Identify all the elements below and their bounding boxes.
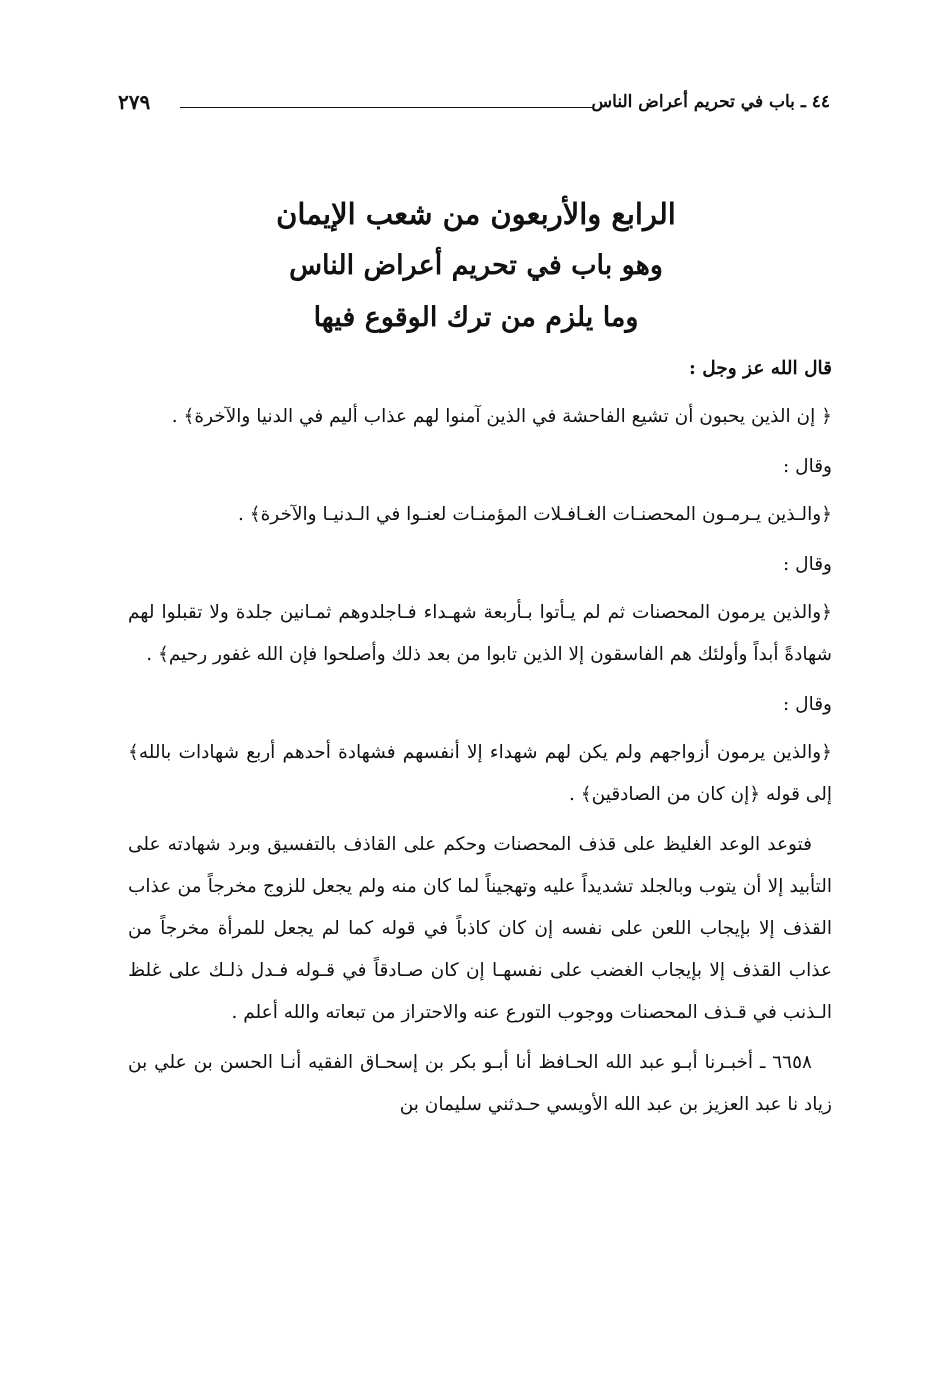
page-number: ٢٧٩ — [118, 90, 151, 114]
hadith-6658: ٦٦٥٨ ـ أخبـرنا أبـو عبد الله الحـافظ أنا أبـو بكر بن إسحـاق الفقيه أنـا الحسن بن علي بن زياد نا عبد العزيز بن عبد الله الأويسي حـدثني سليمان بن — [128, 1052, 832, 1115]
quran-verse-4: ﴿والذين يرمون أزواجهم ولم يكن لهم شهداء إلا أنفسهم فشهادة أحدهم أربع شهادات بالله﴾ إلى قوله ﴿إن كان من الصادقين﴾ . — [128, 742, 832, 805]
and-he-said-3: وقال : — [783, 694, 832, 715]
chapter-title-line-3: وما يلزم من ترك الوقوع فيها — [313, 302, 639, 333]
body-text — [128, 348, 832, 1126]
page-header — [118, 92, 830, 120]
quran-verse-3: ﴿والذين يرمون المحصنات ثم لم يـأتوا بـأربعة شهـداء فـاجلدوهم ثمـانين جلدة ولا تقبلوا لهم شهادةً أبداً وأولئك هم الفاسقون إلا الذين تابوا من بعد ذلك وأصلحوا فإن الله غفور رحيم﴾ . — [128, 602, 832, 665]
header-rule — [180, 107, 592, 108]
quran-verse-2: ﴿والـذين يـرمـون المحصنـات الغـافـلات المؤمنـات لعنـوا في الـدنيـا والآخرة﴾ . — [238, 504, 832, 525]
and-he-said-2: وقال : — [783, 554, 832, 575]
commentary-paragraph: فتوعد الوعد الغليظ على قذف المحصنات وحكم على القاذف بالتفسيق وبرد شهادته على التأبيد إلا أن يتوب وبالجلد تشديداً عليه وتهجيناً لما كان منه ولم يجعل للزوج مخرجاً من عذاب القذف إلا بإيجاب اللعن على نفسه إن كان كاذباً في قوله كما لم يجعل للمرأة مخرجاً من عذاب القذف إلا بإيجاب الغضب على نفسهـا إن كان صـادقاً في قـوله فـدل ذلـك على غلظ الـذنب في قـذف المحصنات ووجوب التورع عنه والاحتراز من تبعاته والله أعلم . — [128, 834, 832, 1023]
running-title: ٤٤ ـ باب في تحريم أعراض الناس — [591, 92, 830, 112]
chapter-title-line-2: وهو باب في تحريم أعراض الناس — [289, 250, 663, 281]
intro-line: قال الله عز وجل : — [689, 358, 832, 379]
quran-verse-1: ﴿ إن الذين يحبون أن تشيع الفاحشة في الذين آمنوا لهم عذاب أليم في الدنيا والآخرة﴾ . — [171, 406, 832, 427]
chapter-title-line-1: الرابع والأربعون من شعب الإيمان — [276, 197, 676, 231]
and-he-said-1: وقال : — [783, 456, 832, 477]
chapter-titles — [120, 188, 832, 344]
